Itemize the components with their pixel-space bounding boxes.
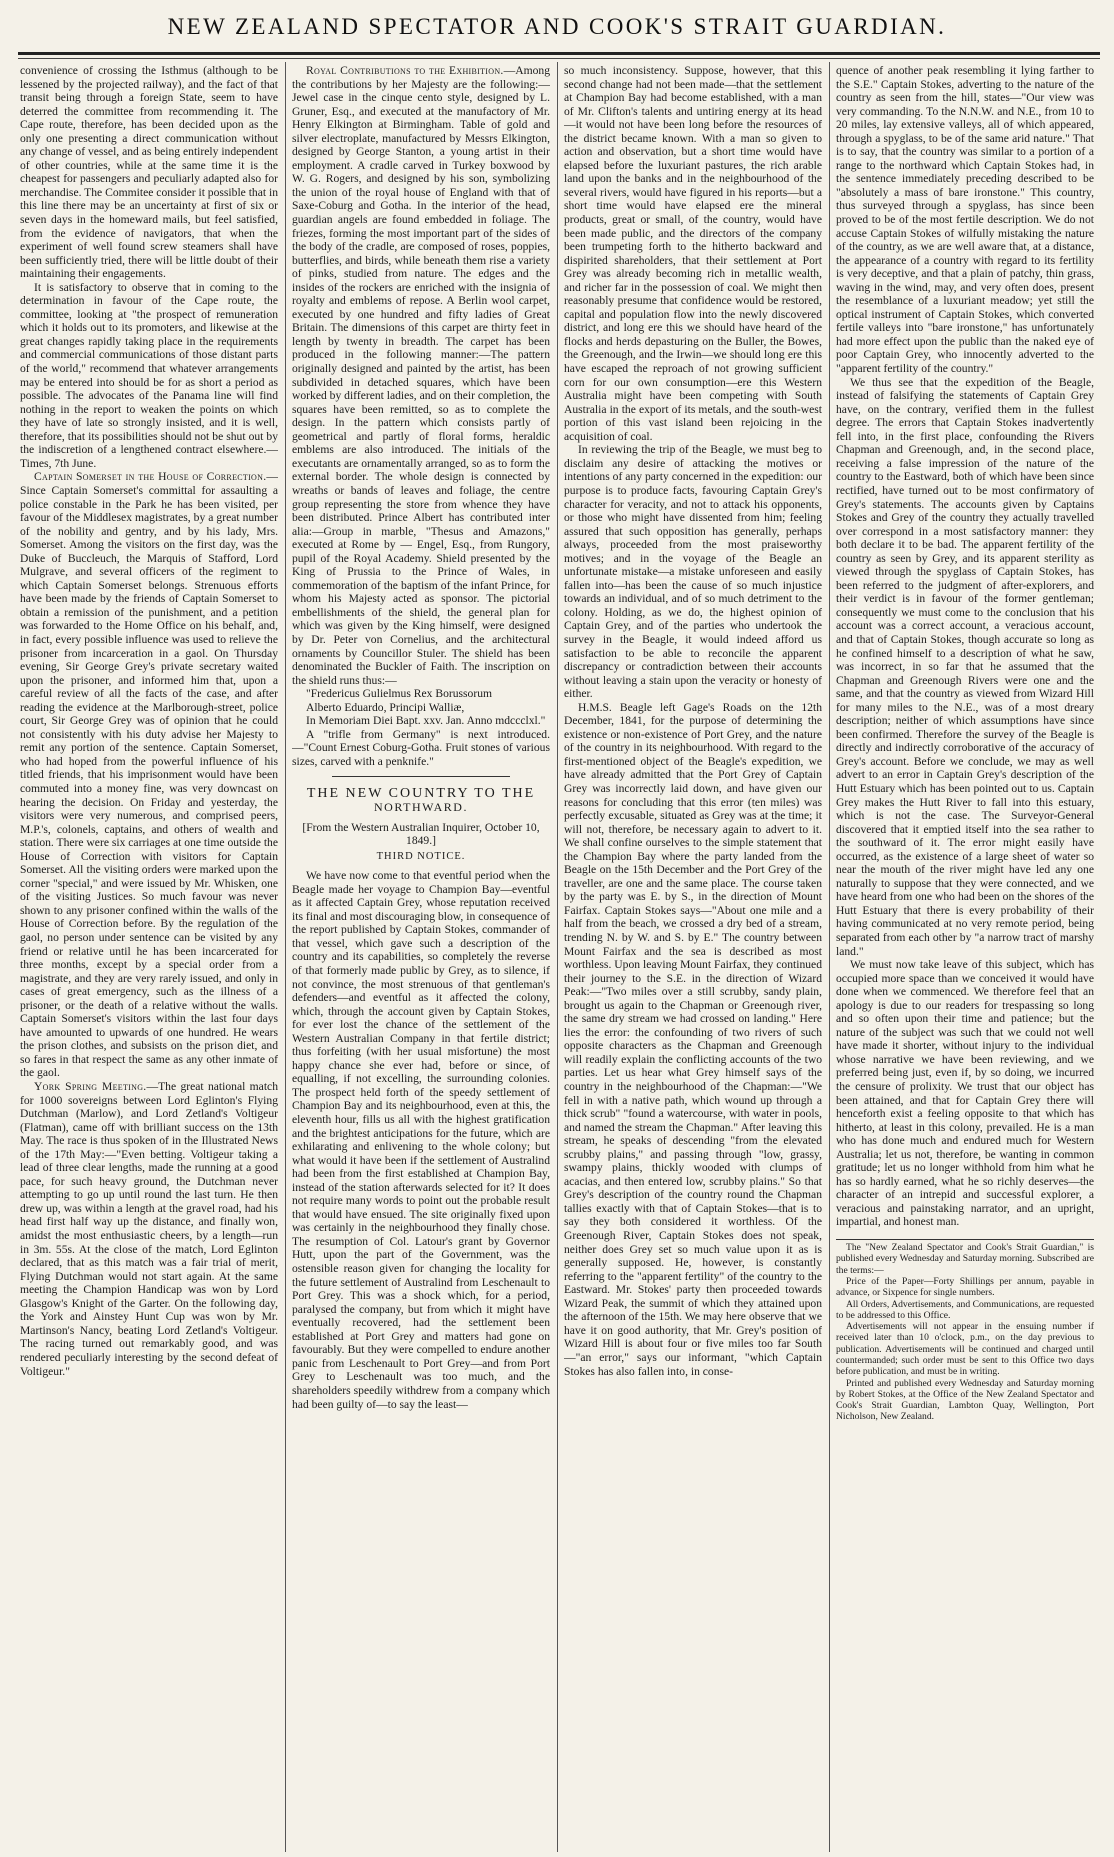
paragraph: convenience of crossing the Isthmus (although to be lessened by the projected railway), and the fact of that transit being through a foreign State, seem to have deterred the committee from recommending it. The Cape route, therefore, has been decided upon as the only one presenting a direct communication without any change of vessel, and as being entirely independent of other countries, while at the same time it is the cheapest for passengers and peculiarly adapted also for merchandise. The Commitee consider it possible that in this line there may be an uncertainty at first of six or seven days in the homeward mails, but feel satisfied, from the evidence of navigators, that when the experiment of well found screw steamers shall have been sufficiently tried, there will be little doubt of their maintaining their engagements. bbox=[20, 64, 278, 281]
masthead-rule-thick bbox=[18, 52, 1100, 55]
imprint-line: The "New Zealand Spectator and Cook's Strait Guardian," is published every Wednesday and Saturday morning. Subscribed are the terms:— bbox=[836, 1242, 1094, 1276]
masthead-title: NEW ZEALAND SPECTATOR AND COOK'S STRAIT GUARDIAN. bbox=[167, 14, 947, 39]
inscription-line: Alberto Eduardo, Principi Walliæ, bbox=[306, 700, 465, 714]
section-rule bbox=[332, 776, 510, 777]
column-divider bbox=[829, 62, 830, 1852]
imprint-line: All Orders, Advertisements, and Communications, are requested to be addressed to this Office. bbox=[836, 1298, 1094, 1321]
column-2 bbox=[292, 64, 550, 1850]
article-title bbox=[292, 787, 550, 814]
paragraph: In reviewing the trip of the Beagle, we must beg to disclaim any desire of attacking the motives or intentions of any party concerned in the expedition: our purpose is to produce facts, favouring Captain Grey's character for veracity, and not to attack his opponents, or those who might have dissented from him; feeling assured that such opposition has generally, perhaps always, proceeded from the most praiseworthy motives; and in the voyage of the Beagle an unfortunate mistake—a mistake unforeseen and easily fallen into—has been the cause of so much injustice towards an individual, and of so much detriment to the colony. Holding, as we do, the highest opinion of Captain Grey, and of the parties who undertook the survey in the Beagle, it would indeed afford us satisfaction to be able to reconcile the apparent discrepancy or contradiction between their accounts without leaving a stain upon the veracity or honesty of either. bbox=[564, 443, 822, 701]
notice-label: THIRD NOTICE. bbox=[376, 850, 466, 862]
column-1 bbox=[20, 64, 278, 1850]
inscription-line: In Memoriam Diei Bapt. xxv. Jan. Anno mdccclxl." bbox=[306, 714, 546, 728]
article-body: —The great national match for 1000 sovereigns between Lord Eglinton's Flying Dutchman (Marlow), and Lord Zetland's Voltigeur (Flatman), came off with brilliant success on the 13th May. The race is thus spoken of in the Illustrated News of the 17th May:—"Even betting. Voltigeur taking a lead of three clear lengths, made the running at a good pace, for such heavy ground, the Dutchman never attempting to go up until round the last turn. He then drew up, was within a length at the gravel road, had his head first half way up the distance, and finally won, amidst the most enthusiastic cheers, by a length—run in 3m. 55s. At the close of the match, Lord Eglinton declared, that as this match was a fair trial of merit, Flying Dutchman would not start again. At the same meeting the Champion Handicap was won by Lord Glasgow's Knight of the Garter. On the following day, the York and Ainstey Hunt Cup was won by Mr. Martinson's Nancy, beating Lord Zetland's Voltigeur. The racing turned out remarkably good, and was rendered peculiarly interesting by the second defeat of Voltigeur." bbox=[20, 1080, 278, 1378]
paragraph: We thus see that the expedition of the Beagle, instead of falsifying the statements of Captain Grey have, on the contrary, verified them in the fullest degree. The errors that Captain Stokes inadvertently fell into, in the first place, confounding the Rivers Chapman and Greenough, and, in the second place, receiving a false impression of the nature of the country to the Eastward, both of which have been since rectified, have turned out to be most confirmatory of Grey's statements. The accounts given by Captains Stokes and Grey of the country they actually travelled over correspond in a most satisfactory manner: they both declare it to be bad. The apparent fertility of the country as seen by Grey, and its apparent sterility as viewed through the spyglass of Captain Stokes, has been referred to the judgment of after-explorers, and their verdict is in favour of the former gentleman; consequently we must come to the conclusion that his account was a correct account, a veracious account, and that of Captain Stokes, though accurate so long as he confined himself to a description of what he saw, was incorrect, in so far that he assumed that the Chapman and Greenough Rivers were one and the same, and that the country as viewed from Wizard Hill for many miles to the N.E., was of a most dreary description; neither of which assumptions have since been confirmed. Therefore the survey of the Beagle is directly and indirectly corroborative of the accuracy of Grey's account. Before we conclude, we may as well advert to an error in Captain Grey's description of the Hutt Estuary which has been pointed out to us. Captain Grey makes the Hutt River to fall into this estuary, which is not the case. The Surveyor-General discovered that it emptied itself into the sea rather to the southward of it. The error might easily have occurred, as the existence of a large sheet of water so near the mouth of the river might have led any one naturally to suppose that they were connected, and we have heard from one who had been on the shores of the Hutt Estuary that there is every probability of their having communicated at no very remote period, being separated from each other by "a narrow tract of marshy land." bbox=[836, 375, 1094, 958]
inscription-line: "Fredericus Gulielmus Rex Borussorum bbox=[306, 687, 493, 701]
article-subtitle: NORTHWARD. bbox=[374, 799, 468, 814]
paragraph: so much inconsistency. Suppose, however, that this second change had not been made—that the settlement at Champion Bay had become established, with a man of Mr. Clifton's talents and untiring energy at its head—it would not have been long before the resources of the district became known. With a man so given to action and observation, but a short time would have elapsed before the luxuriant pastures, the rich arable land upon the banks and in the neighbourhood of the several rivers, would have figured in his reports—but a short time would have elapsed ere the mineral products, great or small, of the country, would have been made public, and the directors of the company been trumpeting forth to the hitherto backward and dispirited shareholders, that their settlement at Port Grey was already becoming rich in metallic wealth, and richer far in the possession of coal. We might then reasonably presume that confidence would be restored, capital and population flow into the newly discovered district, and long ere this we should have heard of the flocks and herds depasturing on the Buller, the Bowes, the Greenough, and the Irwin—we should long ere this have escaped the reproach of not growing sufficient corn for our own consumption—ere this Western Australia might have been competing with South Australia in the export of its metals, and the south-west portion of this vast island been rejoicing in the acquisition of coal. bbox=[564, 64, 822, 443]
dateline: [From the Western Australian Inquirer, October 10, 1849.] bbox=[302, 820, 540, 848]
column-3 bbox=[564, 64, 822, 1850]
masthead-rule-thin bbox=[18, 58, 1100, 59]
article-title-line: THE NEW COUNTRY TO THE bbox=[306, 786, 536, 802]
column-4 bbox=[836, 64, 1094, 1850]
paragraph: It is satisfactory to observe that in coming to the determination in favour of the Cape route, the committee, looking at "the prospect of remuneration which it holds out to its promoters, and likewise at the great changes rapidly taking place in the requirements and commercial communications of those distant parts of the world," recommend that whatever arrangements may be entered into should be for as short a period as possible. The advocates of the Panama line will find nothing in the report to weaken the points on which they have of late so strongly insisted, and it is well, therefore, that its possibilities should not be shut out by the indiscretion of a lengthened contract elsewhere.—Times, 7th June. bbox=[20, 280, 278, 470]
imprint-line: Price of the Paper—Forty Shillings per annum, payable in advance, or Sixpence for single numbers. bbox=[836, 1275, 1094, 1299]
article-york-meeting bbox=[20, 1080, 278, 1378]
paragraph: We have now come to that eventful period when the Beagle made her voyage to Champion Bay—eventful as it affected Captain Grey, whose reputation received its final and most discouraging blow, in consequence of the report published by Captain Stokes, commander of that vessel, which gave such a description of the country and its capabilities, so completely the reverse of that formerly made public by Grey, as to silence, if not convince, the most strenuous of that gentleman's defenders—and eventful as it affected the colony, which, through the account given by Captain Stokes, for ever lost the chance of the settlement of the Western Australian Company in that fertile district; thus forfeiting (with her usual misfortune) the most happy chance she ever had, before or since, of equalling, if not excelling, the surrounding colonies. The prospect held forth of the speedy settlement of Champion Bay and its neighbourhood, even at this, the eleventh hour, fills us all with the highest gratification and the brightest anticipations for the future, which are exhilarating and enlivening to the whole colony; but what would it have been if the settlement of Australind had been from the first established at Champion Bay, instead of the station afterwards selected for it? It does not require many words to point out the probable result that would have ensued. The site originally fixed upon was certainly in the neighbourhood they finally chose. The resumption of Col. Latour's grant by Governor Hutt, upon the part of the Government, was the ostensible reason given for changing the locality for the future settlement of Australind from Leschenault to Port Grey. This was a shock which, for a period, paralysed the company, but from which it might have eventually recovered, had the settlement been established at Port Grey and matters had gone on favourably. But they were compelled to endure another panic from Leschenault to Port Grey—and from Port Grey to Leschenault was too much, and the shareholders speedily withdrew from a company which had been guilty of—to say the least— bbox=[292, 869, 550, 1411]
paragraph: quence of another peak resembling it lying farther to the S.E." Captain Stokes, adverting to the nature of the country as seen from the hill, states—"Our view was very commanding. To the N.N.W. and N.E., from 10 to 20 miles, lay extensive valleys, all of which appeared, through a spyglass, to be of the same arid nature." That is to say, that the country was similar to a portion of a range to the northward which Captain Stokes had, in the sentence immediately preceding described to be "absolutely a mass of bare ironstone." This country, thus surveyed through a spyglass, has since been proved to be of the most fertile description. We do not accuse Captain Stokes of wilfully mistaking the nature of the country, as we are well aware that, at a distance, the appearance of a country with regard to its fertility is very deceptive, and that a plain of patchy, thin grass, waving in the wind, may, and very often does, present the resemblance of a luxuriant meadow; yet still the optical instrument of Captain Stokes, which converted fertile valleys into "bare ironstone," has unfortunately had more effect upon the public than the naked eye of poor Captain Grey, who innocently adverted to the "apparent fertility of the country." bbox=[836, 64, 1094, 376]
column-divider bbox=[557, 62, 558, 1852]
column-divider bbox=[285, 62, 286, 1852]
imprint-line: Printed and published every Wednesday and Saturday morning by Robert Stokes, at the Office of the New Zealand Spectator and Cook's Strait Guardian, Lambton Quay, Wellington, Port Nicholson, New Zealand. bbox=[836, 1377, 1094, 1423]
article-heading: York Spring Meeting. bbox=[34, 1080, 147, 1094]
article-body: —Among the contributions by her Majesty are the following:—Jewel case in the cinque cento style, designed by L. Gruner, Esq., and executed at the manufactory of Mr. Henry Elkington at Birmingham. Table of gold and silver electroplate, manufactured by Messrs Elkington, designed by George Stanton, a young artist in their employment. A cradle carved in Turkey boxwood by W. G. Rogers, and designed by his son, symbolizing the union of the royal house of England with that of Saxe-Coburg and Gotha. In the interior of the head, guardian angels are found embedded in foliage. The friezes, forming the most important part of the sides of the body of the cradle, are composed of roses, poppies, butterflies, and birds, while beneath them rise a variety of pinks, studied from nature. The edges and the insides of the rockers are enriched with the insignia of royalty and emblems of repose. A Berlin wool carpet, executed by one hundred and fifty ladies of Great Britain. The dimensions of this carpet are thirty feet in length by twenty in breadth. The carpet has been produced in the following manner:—The pattern originally designed and painted by the artist, has been subdivided in detached squares, which have been worked by different ladies, and on their completion, the squares have been remitted, so as to complete the design. In the pattern which consists partly of geometrical and partly of floral forms, heraldic emblems are also introduced. The initials of the executants are ornamentally arranged, so as to form the external border. The whole design is connected by wreaths or bands of leaves and foliage, the centre group representing the store from whence they have been distributed. Prince Albert has contributed inter alia:—Group in marble, "Thesus and Amazons," executed at Rome by — Engel, Esq., from Rungory, pupil of the Royal Academy. Shield presented by the King of Prussia to the Prince of Wales, in commemoration of the baptism of the infant Prince, for whom his Majesty acted as sponsor. The pictorial embellishments of the shield, the general plan for which was given by the King himself, were designed by Dr. Peter von Cornelius, and the architectural ornaments by Councillor Stuler. The shield has been denominated the Buckler of Faith. The inscription on the shield runs thus:— bbox=[292, 64, 550, 687]
imprint-line: Advertisements will not appear in the ensuing number if received later than 10 o'clock, p.m., on the day previous to publication. Advertisements will be continued and charged until countermanded; such order must be sent to this Office two days before publication, and must be in writing. bbox=[836, 1321, 1094, 1378]
publisher-imprint bbox=[836, 1242, 1094, 1423]
paragraph: H.M.S. Beagle left Gage's Roads on the 12th December, 1841, for the purpose of determining the existence or non-existence of Port Grey, and the nature of the country in its neighbourhood. With regard to the first-mentioned object of the Beagle's expedition, we have already admitted that the Port Grey of Captain Grey was incorrectly laid down, and have given our reasons for concluding that this error (ten miles) was perfectly excusable, situated as Grey was at the time; it will not, therefore, be necessary again to advert to it. We shall confine ourselves to the simple statement that the Champion Bay where the party landed from the Beagle on the 15th December and the Port Grey of the traveller, are one and the same place. The course taken by the party was E. by S., in the direction of Mount Fairfax. Captain Stokes says—"About one mile and a half from the beach, we crossed a dry bed of a stream, trending N. by W. and S. by E." The country between Mount Fairfax and the sea is described as most worthless. Upon leaving Mount Fairfax, they continued their journey to the S.E. in the direction of Wizard Peak:—"Two miles over a still scrubby, sandy plain, brought us again to the Chapman or Greenough river, the same dry stream we had crossed on landing." Here lies the error: the confounding of two rivers of such opposite characters as the Chapman and Greenough will readily explain the conflicting accounts of the two parties. Let us hear what Grey himself says of the country in the neighbourhood of the Chapman:—"We fell in with a native path, which wound up through a thick scrub" "found a watercourse, with water in pools, and named the stream the Chapman." After leaving this stream, he speaks of descending "from the elevated scrubby plains," and passing through "low, grassy, swampy plains, thickly wooded with clumps of acacias, and then entered low, scrubby plains." So that Grey's description of the country round the Chapman tallies exactly with that of Captain Stokes—that is to say they both considered it worthless. Of the Greenough River, Captain Stokes does not speak, neither does Grey set so much value upon it as is generally supposed. He, however, is constantly referring to the "apparent fertility" of the country to the Eastward. Mr. Stokes' party then proceeded towards Wizard Peak, the summit of which they attained upon the afternoon of the 15th. We may here observe that we have it on good authority, that Mr. Grey's position of Wizard Hill is about four or five miles too far South—"an error," says our informant, "which Captain Stokes has also fallen into, in conse- bbox=[564, 700, 822, 1378]
paragraph: We must now take leave of this subject, which has occupied more space than we conceived it would have done when we commenced. We therefore feel that an apology is due to our readers for trespassing so long and so often upon their time and patience; but the nature of the subject was such that we could not well have made it shorter, without injury to the individual whose narrative we have been reviewing, and we preferred being just, even if, by so doing, we incurred the censure of prolixity. We trust that our object has been attained, and that for Captain Grey there will henceforth exist a feeling opposite to that which has hitherto, at least in this colony, prevailed. He is a man who has done much and endured much for Western Australia; let us not, therefore, be wanting in common gratitude; let us no longer withhold from him what he has so hardly earned, what he so richly deserves—the character of an intrepid and successful explorer, a veracious and painstaking narrator, and an upright, impartial, and honest man. bbox=[836, 958, 1094, 1229]
paragraph: A "trifle from Germany" is next introduced.—"Count Ernest Coburg-Gotha. Fruit stones of various sizes, carved with a penknife." bbox=[292, 727, 550, 768]
imprint-rule bbox=[836, 1239, 1094, 1240]
article-somerset bbox=[20, 470, 278, 1080]
article-body: —Since Captain Somerset's committal for assaulting a police constable in the Park he has been visited, per favour of the Middlesex magistrates, by a great number of the nobility and gentry, and by his lady, Mrs. Somerset. Among the visitors on the first day, was the Duke of Buccleuch, the Marquis of Stafford, Lord Mulgrave, and several officers of the regiment to which Captain Somerset belongs. Strenuous efforts have been made by the friends of Captain Somerset to obtain a remission of the punishment, and a petition was forwarded to the Home Office on his behalf, and, in fact, every possible influence was used to relieve the prisoner from incarceration in a gaol. On Thursday evening, Sir George Grey's private secretary waited upon the prisoner, and informed him that, upon a careful review of all the facts of the case, and after reading the evidence at the Marlborough-street, police court, Sir George Grey was of opinion that he could not consistently with his duty advise her Majesty to remit any portion of the sentence. Captain Somerset, who had hoped from the powerful influence of his titled friends, that his imprisonment would have been commuted into a money fine, was very downcast on hearing the decision. On Friday and yesterday, the visitors were very numerous, and comprised peers, M.P.'s, colonels, captains, and others of wealth and station. There were six carriages at one time outside the House of Correction with visitors for Captain Somerset. All the visiting orders were marked upon the corner "special," and were issued by Mr. Whisken, one of the visiting Justices. So much favour was never shown to any prisoner confined within the walls of the House of Correction before. By the regulation of the gaol, no person under sentence can be visited by any friend or relative until he has been incarcerated for three months, except by a special order from a magistrate, and they are very rarely issued, and only in cases of great emergency, such as the illness of a prisoner, or the death of a relative without the walls. Captain Somerset's visitors within the last four days have amounted to upwards of one hundred. He wears the prison clothes, and subsists on the prison diet, and so fares in that respect the same as any other inmate of the gaol. bbox=[20, 470, 278, 1080]
article-heading: Captain Somerset in the House of Correction. bbox=[34, 470, 267, 484]
article-heading: Royal Contributions to the Exhibition. bbox=[306, 64, 504, 77]
article-royal-contributions bbox=[292, 64, 550, 687]
